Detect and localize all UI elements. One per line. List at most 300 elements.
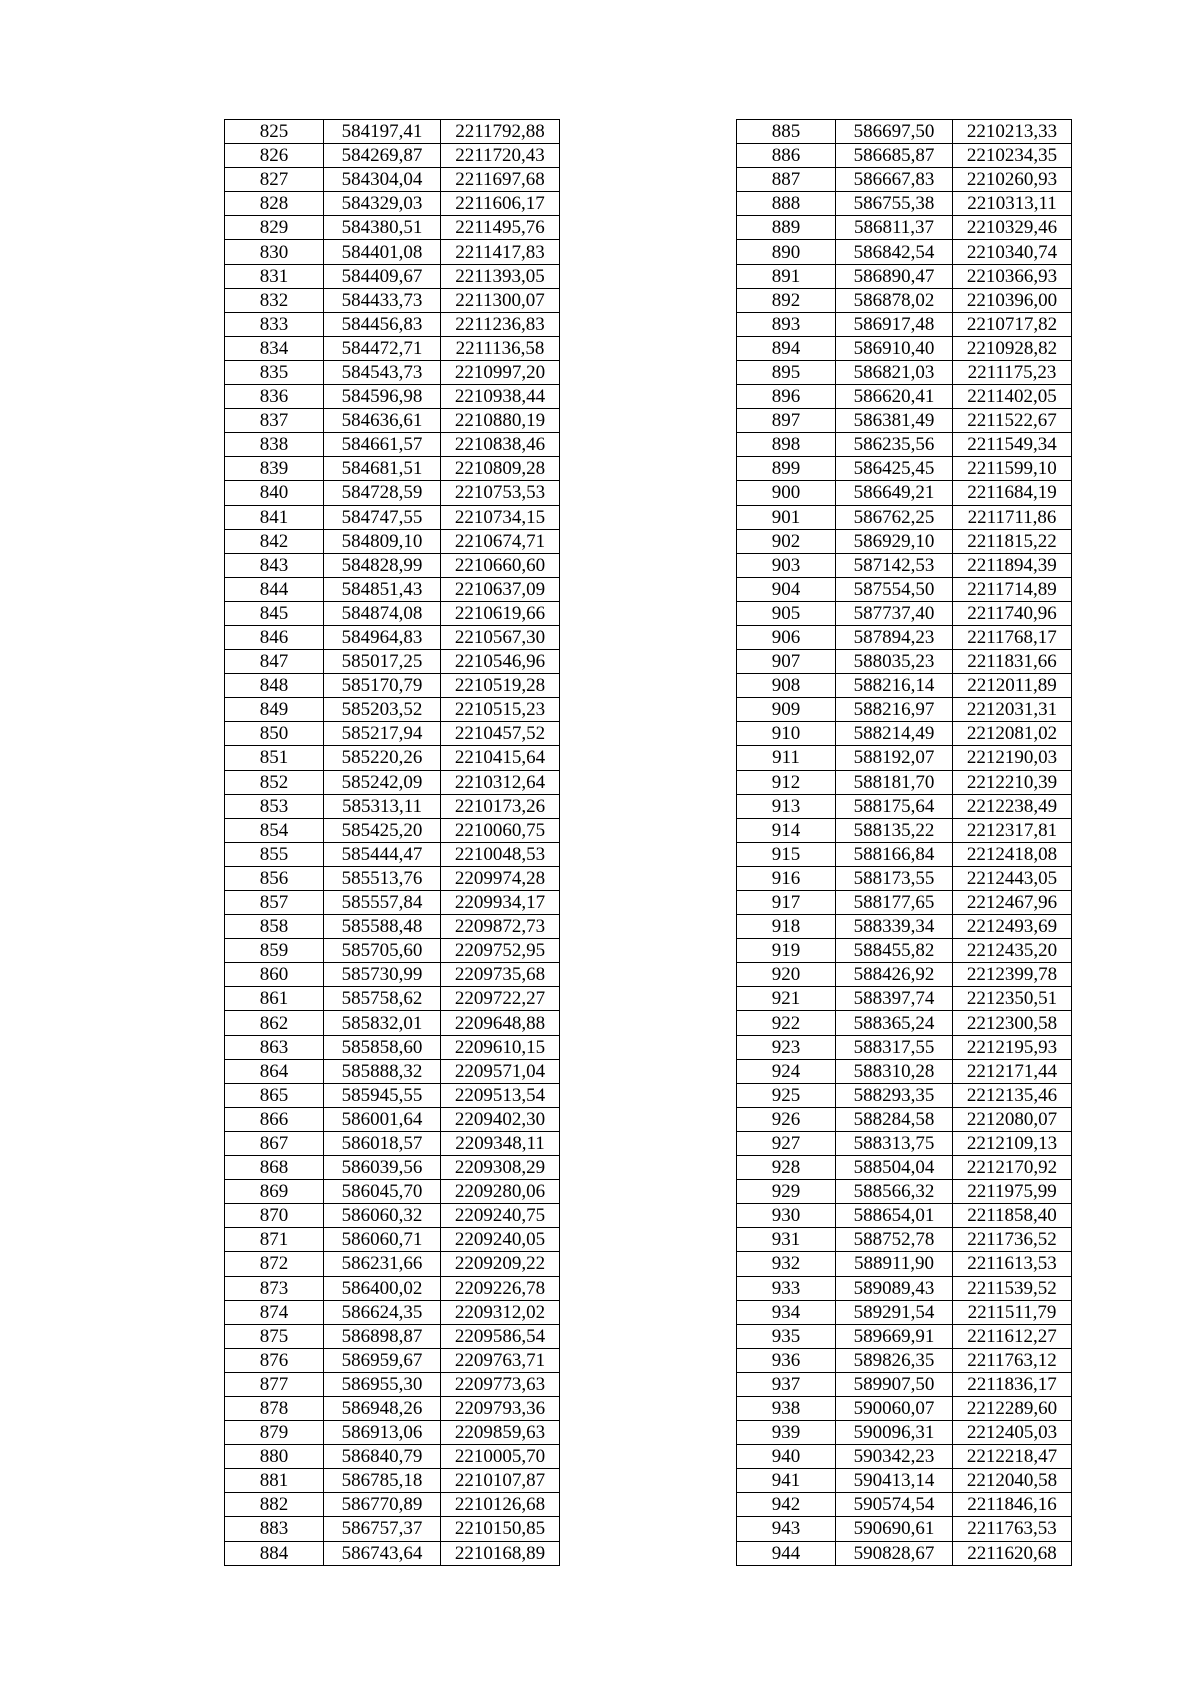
point-number-cell: 896 (737, 385, 836, 409)
point-number-cell: 918 (737, 915, 836, 939)
table-row (225, 1324, 560, 1348)
point-number-cell: 904 (737, 577, 836, 601)
y-coordinate-cell: 2212300,58 (953, 1011, 1072, 1035)
table-row (225, 1348, 560, 1372)
table-row (225, 120, 560, 144)
point-number-cell: 830 (225, 240, 324, 264)
point-number-cell: 938 (737, 1396, 836, 1420)
point-number-cell: 828 (225, 192, 324, 216)
y-coordinate-cell: 2211720,43 (441, 144, 560, 168)
table-row (225, 1300, 560, 1324)
x-coordinate-cell: 586425,45 (836, 457, 953, 481)
y-coordinate-cell: 2210260,93 (953, 168, 1072, 192)
y-coordinate-cell: 2212218,47 (953, 1445, 1072, 1469)
y-coordinate-cell: 2209280,06 (441, 1180, 560, 1204)
point-number-cell: 873 (225, 1276, 324, 1300)
x-coordinate-cell: 588455,82 (836, 939, 953, 963)
x-coordinate-cell: 586620,41 (836, 385, 953, 409)
y-coordinate-cell: 2210312,64 (441, 770, 560, 794)
x-coordinate-cell: 588175,64 (836, 794, 953, 818)
point-number-cell: 840 (225, 481, 324, 505)
table-row (737, 240, 1072, 264)
y-coordinate-cell: 2209402,30 (441, 1107, 560, 1131)
point-number-cell: 939 (737, 1421, 836, 1445)
y-coordinate-cell: 2210150,85 (441, 1517, 560, 1541)
x-coordinate-cell: 586785,18 (324, 1469, 441, 1493)
x-coordinate-cell: 584329,03 (324, 192, 441, 216)
y-coordinate-cell: 2211236,83 (441, 312, 560, 336)
y-coordinate-cell: 2212350,51 (953, 987, 1072, 1011)
table-row (225, 168, 560, 192)
table-row (737, 746, 1072, 770)
table-row (737, 842, 1072, 866)
table-row (225, 1228, 560, 1252)
table-row (737, 1035, 1072, 1059)
table-row (737, 192, 1072, 216)
point-number-cell: 917 (737, 891, 836, 915)
point-number-cell: 853 (225, 794, 324, 818)
table-row (225, 625, 560, 649)
y-coordinate-cell: 2211599,10 (953, 457, 1072, 481)
x-coordinate-cell: 584304,04 (324, 168, 441, 192)
y-coordinate-cell: 2211539,52 (953, 1276, 1072, 1300)
point-number-cell: 850 (225, 722, 324, 746)
point-number-cell: 895 (737, 360, 836, 384)
table-row (225, 529, 560, 553)
y-coordinate-cell: 2211393,05 (441, 264, 560, 288)
point-number-cell: 925 (737, 1083, 836, 1107)
point-number-cell: 877 (225, 1372, 324, 1396)
point-number-cell: 851 (225, 746, 324, 770)
x-coordinate-cell: 588317,55 (836, 1035, 953, 1059)
x-coordinate-cell: 584728,59 (324, 481, 441, 505)
table-row (737, 360, 1072, 384)
point-number-cell: 921 (737, 987, 836, 1011)
x-coordinate-cell: 585217,94 (324, 722, 441, 746)
table-row (737, 1372, 1072, 1396)
x-coordinate-cell: 586770,89 (324, 1493, 441, 1517)
table-row (225, 842, 560, 866)
point-number-cell: 930 (737, 1204, 836, 1228)
x-coordinate-cell: 584681,51 (324, 457, 441, 481)
table-row (737, 336, 1072, 360)
y-coordinate-cell: 2210546,96 (441, 650, 560, 674)
x-coordinate-cell: 586685,87 (836, 144, 953, 168)
point-number-cell: 934 (737, 1300, 836, 1324)
table-row (225, 192, 560, 216)
x-coordinate-cell: 588426,92 (836, 963, 953, 987)
table-row (737, 1131, 1072, 1155)
point-number-cell: 923 (737, 1035, 836, 1059)
y-coordinate-cell: 2212493,69 (953, 915, 1072, 939)
x-coordinate-cell: 584809,10 (324, 529, 441, 553)
x-coordinate-cell: 586821,03 (836, 360, 953, 384)
table-row (737, 650, 1072, 674)
y-coordinate-cell: 2212080,07 (953, 1107, 1072, 1131)
point-number-cell: 835 (225, 360, 324, 384)
y-coordinate-cell: 2211736,52 (953, 1228, 1072, 1252)
y-coordinate-cell: 2212210,39 (953, 770, 1072, 794)
y-coordinate-cell: 2210048,53 (441, 842, 560, 866)
table-row (737, 722, 1072, 746)
table-row (225, 457, 560, 481)
x-coordinate-cell: 584472,71 (324, 336, 441, 360)
point-number-cell: 856 (225, 866, 324, 890)
y-coordinate-cell: 2211815,22 (953, 529, 1072, 553)
table-row (225, 818, 560, 842)
point-number-cell: 879 (225, 1421, 324, 1445)
x-coordinate-cell: 588216,14 (836, 674, 953, 698)
point-number-cell: 937 (737, 1372, 836, 1396)
table-row (225, 433, 560, 457)
point-number-cell: 927 (737, 1131, 836, 1155)
x-coordinate-cell: 586910,40 (836, 336, 953, 360)
y-coordinate-cell: 2209209,22 (441, 1252, 560, 1276)
x-coordinate-cell: 586045,70 (324, 1180, 441, 1204)
table-row (225, 601, 560, 625)
table-row (225, 1276, 560, 1300)
table-row (737, 553, 1072, 577)
table-row (737, 1541, 1072, 1565)
point-number-cell: 869 (225, 1180, 324, 1204)
point-number-cell: 893 (737, 312, 836, 336)
table-row (225, 1421, 560, 1445)
x-coordinate-cell: 588284,58 (836, 1107, 953, 1131)
y-coordinate-cell: 2210126,68 (441, 1493, 560, 1517)
point-number-cell: 839 (225, 457, 324, 481)
y-coordinate-cell: 2211300,07 (441, 288, 560, 312)
table-row (737, 1204, 1072, 1228)
y-coordinate-cell: 2212467,96 (953, 891, 1072, 915)
point-number-cell: 933 (737, 1276, 836, 1300)
table-row (737, 505, 1072, 529)
x-coordinate-cell: 588397,74 (836, 987, 953, 1011)
y-coordinate-cell: 2210938,44 (441, 385, 560, 409)
point-number-cell: 865 (225, 1083, 324, 1107)
y-coordinate-cell: 2211831,66 (953, 650, 1072, 674)
x-coordinate-cell: 586890,47 (836, 264, 953, 288)
y-coordinate-cell: 2211495,76 (441, 216, 560, 240)
y-coordinate-cell: 2211613,53 (953, 1252, 1072, 1276)
y-coordinate-cell: 2210519,28 (441, 674, 560, 698)
y-coordinate-cell: 2209722,27 (441, 987, 560, 1011)
point-number-cell: 838 (225, 433, 324, 457)
point-number-cell: 859 (225, 939, 324, 963)
table-row (737, 481, 1072, 505)
x-coordinate-cell: 588216,97 (836, 698, 953, 722)
y-coordinate-cell: 2211620,68 (953, 1541, 1072, 1565)
table-row (737, 1469, 1072, 1493)
point-number-cell: 898 (737, 433, 836, 457)
table-row (225, 312, 560, 336)
x-coordinate-cell: 585730,99 (324, 963, 441, 987)
point-number-cell: 887 (737, 168, 836, 192)
x-coordinate-cell: 585242,09 (324, 770, 441, 794)
table-row (737, 457, 1072, 481)
table-row (737, 385, 1072, 409)
point-number-cell: 913 (737, 794, 836, 818)
table-row (225, 1252, 560, 1276)
point-number-cell: 907 (737, 650, 836, 674)
table-row (737, 216, 1072, 240)
y-coordinate-cell: 2210060,75 (441, 818, 560, 842)
table-row (225, 264, 560, 288)
y-coordinate-cell: 2212399,78 (953, 963, 1072, 987)
x-coordinate-cell: 588181,70 (836, 770, 953, 794)
y-coordinate-cell: 2209312,02 (441, 1300, 560, 1324)
y-coordinate-cell: 2212238,49 (953, 794, 1072, 818)
y-coordinate-cell: 2212289,60 (953, 1396, 1072, 1420)
y-coordinate-cell: 2210005,70 (441, 1445, 560, 1469)
table-row (225, 722, 560, 746)
table-row (737, 264, 1072, 288)
point-number-cell: 943 (737, 1517, 836, 1541)
point-number-cell: 908 (737, 674, 836, 698)
x-coordinate-cell: 586755,38 (836, 192, 953, 216)
x-coordinate-cell: 585513,76 (324, 866, 441, 890)
table-row (737, 601, 1072, 625)
y-coordinate-cell: 2210234,35 (953, 144, 1072, 168)
y-coordinate-cell: 2212317,81 (953, 818, 1072, 842)
y-coordinate-cell: 2211740,96 (953, 601, 1072, 625)
x-coordinate-cell: 586842,54 (836, 240, 953, 264)
x-coordinate-cell: 584269,87 (324, 144, 441, 168)
table-row (737, 1300, 1072, 1324)
point-number-cell: 846 (225, 625, 324, 649)
x-coordinate-cell: 584380,51 (324, 216, 441, 240)
point-number-cell: 831 (225, 264, 324, 288)
coordinates-table-right (736, 119, 1072, 1566)
table-row (737, 1324, 1072, 1348)
table-row (225, 1517, 560, 1541)
y-coordinate-cell: 2210567,30 (441, 625, 560, 649)
y-coordinate-cell: 2211763,53 (953, 1517, 1072, 1541)
y-coordinate-cell: 2211511,79 (953, 1300, 1072, 1324)
point-number-cell: 910 (737, 722, 836, 746)
table-row (737, 1517, 1072, 1541)
y-coordinate-cell: 2211684,19 (953, 481, 1072, 505)
y-coordinate-cell: 2209763,71 (441, 1348, 560, 1372)
y-coordinate-cell: 2212081,02 (953, 722, 1072, 746)
y-coordinate-cell: 2212195,93 (953, 1035, 1072, 1059)
table-row (737, 866, 1072, 890)
y-coordinate-cell: 2212040,58 (953, 1469, 1072, 1493)
table-row (737, 963, 1072, 987)
x-coordinate-cell: 586001,64 (324, 1107, 441, 1131)
y-coordinate-cell: 2209586,54 (441, 1324, 560, 1348)
x-coordinate-cell: 584964,83 (324, 625, 441, 649)
point-number-cell: 901 (737, 505, 836, 529)
x-coordinate-cell: 586811,37 (836, 216, 953, 240)
point-number-cell: 912 (737, 770, 836, 794)
y-coordinate-cell: 2209974,28 (441, 866, 560, 890)
y-coordinate-cell: 2211697,68 (441, 168, 560, 192)
y-coordinate-cell: 2211549,34 (953, 433, 1072, 457)
point-number-cell: 903 (737, 553, 836, 577)
y-coordinate-cell: 2210107,87 (441, 1469, 560, 1493)
y-coordinate-cell: 2209240,05 (441, 1228, 560, 1252)
x-coordinate-cell: 584596,98 (324, 385, 441, 409)
x-coordinate-cell: 585705,60 (324, 939, 441, 963)
point-number-cell: 841 (225, 505, 324, 529)
point-number-cell: 882 (225, 1493, 324, 1517)
x-coordinate-cell: 590060,07 (836, 1396, 953, 1420)
point-number-cell: 870 (225, 1204, 324, 1228)
table-row (225, 866, 560, 890)
table-row (737, 674, 1072, 698)
x-coordinate-cell: 584828,99 (324, 553, 441, 577)
y-coordinate-cell: 2209571,04 (441, 1059, 560, 1083)
x-coordinate-cell: 586898,87 (324, 1324, 441, 1348)
x-coordinate-cell: 584851,43 (324, 577, 441, 601)
point-number-cell: 924 (737, 1059, 836, 1083)
point-number-cell: 942 (737, 1493, 836, 1517)
table-row (225, 674, 560, 698)
x-coordinate-cell: 585313,11 (324, 794, 441, 818)
y-coordinate-cell: 2209610,15 (441, 1035, 560, 1059)
point-number-cell: 883 (225, 1517, 324, 1541)
x-coordinate-cell: 586624,35 (324, 1300, 441, 1324)
table-row (225, 1059, 560, 1083)
table-row (225, 216, 560, 240)
table-row (737, 1348, 1072, 1372)
y-coordinate-cell: 2212418,08 (953, 842, 1072, 866)
point-number-cell: 886 (737, 144, 836, 168)
x-coordinate-cell: 590828,67 (836, 1541, 953, 1565)
table-row (737, 770, 1072, 794)
point-number-cell: 827 (225, 168, 324, 192)
point-number-cell: 866 (225, 1107, 324, 1131)
point-number-cell: 844 (225, 577, 324, 601)
x-coordinate-cell: 586018,57 (324, 1131, 441, 1155)
y-coordinate-cell: 2210928,82 (953, 336, 1072, 360)
table-row (737, 120, 1072, 144)
point-number-cell: 899 (737, 457, 836, 481)
point-number-cell: 894 (737, 336, 836, 360)
x-coordinate-cell: 585220,26 (324, 746, 441, 770)
y-coordinate-cell: 2209872,73 (441, 915, 560, 939)
x-coordinate-cell: 590690,61 (836, 1517, 953, 1541)
point-number-cell: 932 (737, 1252, 836, 1276)
point-number-cell: 860 (225, 963, 324, 987)
x-coordinate-cell: 586231,66 (324, 1252, 441, 1276)
table-row (225, 144, 560, 168)
table-row (225, 1372, 560, 1396)
table-row (225, 650, 560, 674)
table-row (737, 1445, 1072, 1469)
x-coordinate-cell: 588293,35 (836, 1083, 953, 1107)
x-coordinate-cell: 585858,60 (324, 1035, 441, 1059)
table-row (737, 1011, 1072, 1035)
x-coordinate-cell: 586060,32 (324, 1204, 441, 1228)
table-row (225, 698, 560, 722)
y-coordinate-cell: 2211175,23 (953, 360, 1072, 384)
y-coordinate-cell: 2209752,95 (441, 939, 560, 963)
table-row (737, 288, 1072, 312)
point-number-cell: 832 (225, 288, 324, 312)
table-row (225, 891, 560, 915)
y-coordinate-cell: 2212443,05 (953, 866, 1072, 890)
table-row (225, 770, 560, 794)
point-number-cell: 881 (225, 1469, 324, 1493)
y-coordinate-cell: 2210329,46 (953, 216, 1072, 240)
point-number-cell: 834 (225, 336, 324, 360)
point-number-cell: 872 (225, 1252, 324, 1276)
y-coordinate-cell: 2210457,52 (441, 722, 560, 746)
x-coordinate-cell: 585444,47 (324, 842, 441, 866)
y-coordinate-cell: 2211846,16 (953, 1493, 1072, 1517)
x-coordinate-cell: 585425,20 (324, 818, 441, 842)
y-coordinate-cell: 2211768,17 (953, 625, 1072, 649)
x-coordinate-cell: 586235,56 (836, 433, 953, 457)
y-coordinate-cell: 2210753,53 (441, 481, 560, 505)
x-coordinate-cell: 588166,84 (836, 842, 953, 866)
x-coordinate-cell: 585945,55 (324, 1083, 441, 1107)
y-coordinate-cell: 2210660,60 (441, 553, 560, 577)
x-coordinate-cell: 586697,50 (836, 120, 953, 144)
x-coordinate-cell: 588135,22 (836, 818, 953, 842)
y-coordinate-cell: 2212109,13 (953, 1131, 1072, 1155)
point-number-cell: 911 (737, 746, 836, 770)
y-coordinate-cell: 2211714,89 (953, 577, 1072, 601)
point-number-cell: 857 (225, 891, 324, 915)
table-row (737, 1276, 1072, 1300)
point-number-cell: 862 (225, 1011, 324, 1035)
y-coordinate-cell: 2210838,46 (441, 433, 560, 457)
y-coordinate-cell: 2209513,54 (441, 1083, 560, 1107)
table-row (225, 1541, 560, 1565)
y-coordinate-cell: 2209240,75 (441, 1204, 560, 1228)
y-coordinate-cell: 2210809,28 (441, 457, 560, 481)
table-row (225, 1204, 560, 1228)
point-number-cell: 916 (737, 866, 836, 890)
point-number-cell: 825 (225, 120, 324, 144)
table-row (737, 1493, 1072, 1517)
x-coordinate-cell: 585557,84 (324, 891, 441, 915)
table-row (737, 891, 1072, 915)
x-coordinate-cell: 586757,37 (324, 1517, 441, 1541)
x-coordinate-cell: 588752,78 (836, 1228, 953, 1252)
point-number-cell: 889 (737, 216, 836, 240)
x-coordinate-cell: 584401,08 (324, 240, 441, 264)
table-row (225, 987, 560, 1011)
y-coordinate-cell: 2209859,63 (441, 1421, 560, 1445)
table-row (225, 1107, 560, 1131)
point-number-cell: 931 (737, 1228, 836, 1252)
point-number-cell: 906 (737, 625, 836, 649)
point-number-cell: 936 (737, 1348, 836, 1372)
x-coordinate-cell: 586743,64 (324, 1541, 441, 1565)
point-number-cell: 892 (737, 288, 836, 312)
y-coordinate-cell: 2212171,44 (953, 1059, 1072, 1083)
coordinates-table-left (224, 119, 560, 1566)
table-body-left (225, 120, 560, 1566)
table-row (225, 939, 560, 963)
table-row (225, 505, 560, 529)
x-coordinate-cell: 589291,54 (836, 1300, 953, 1324)
y-coordinate-cell: 2210168,89 (441, 1541, 560, 1565)
point-number-cell: 940 (737, 1445, 836, 1469)
y-coordinate-cell: 2211606,17 (441, 192, 560, 216)
x-coordinate-cell: 587554,50 (836, 577, 953, 601)
x-coordinate-cell: 588214,49 (836, 722, 953, 746)
table-row (225, 385, 560, 409)
y-coordinate-cell: 2211402,05 (953, 385, 1072, 409)
x-coordinate-cell: 589089,43 (836, 1276, 953, 1300)
table-row (225, 794, 560, 818)
point-number-cell: 941 (737, 1469, 836, 1493)
table-row (225, 1156, 560, 1180)
